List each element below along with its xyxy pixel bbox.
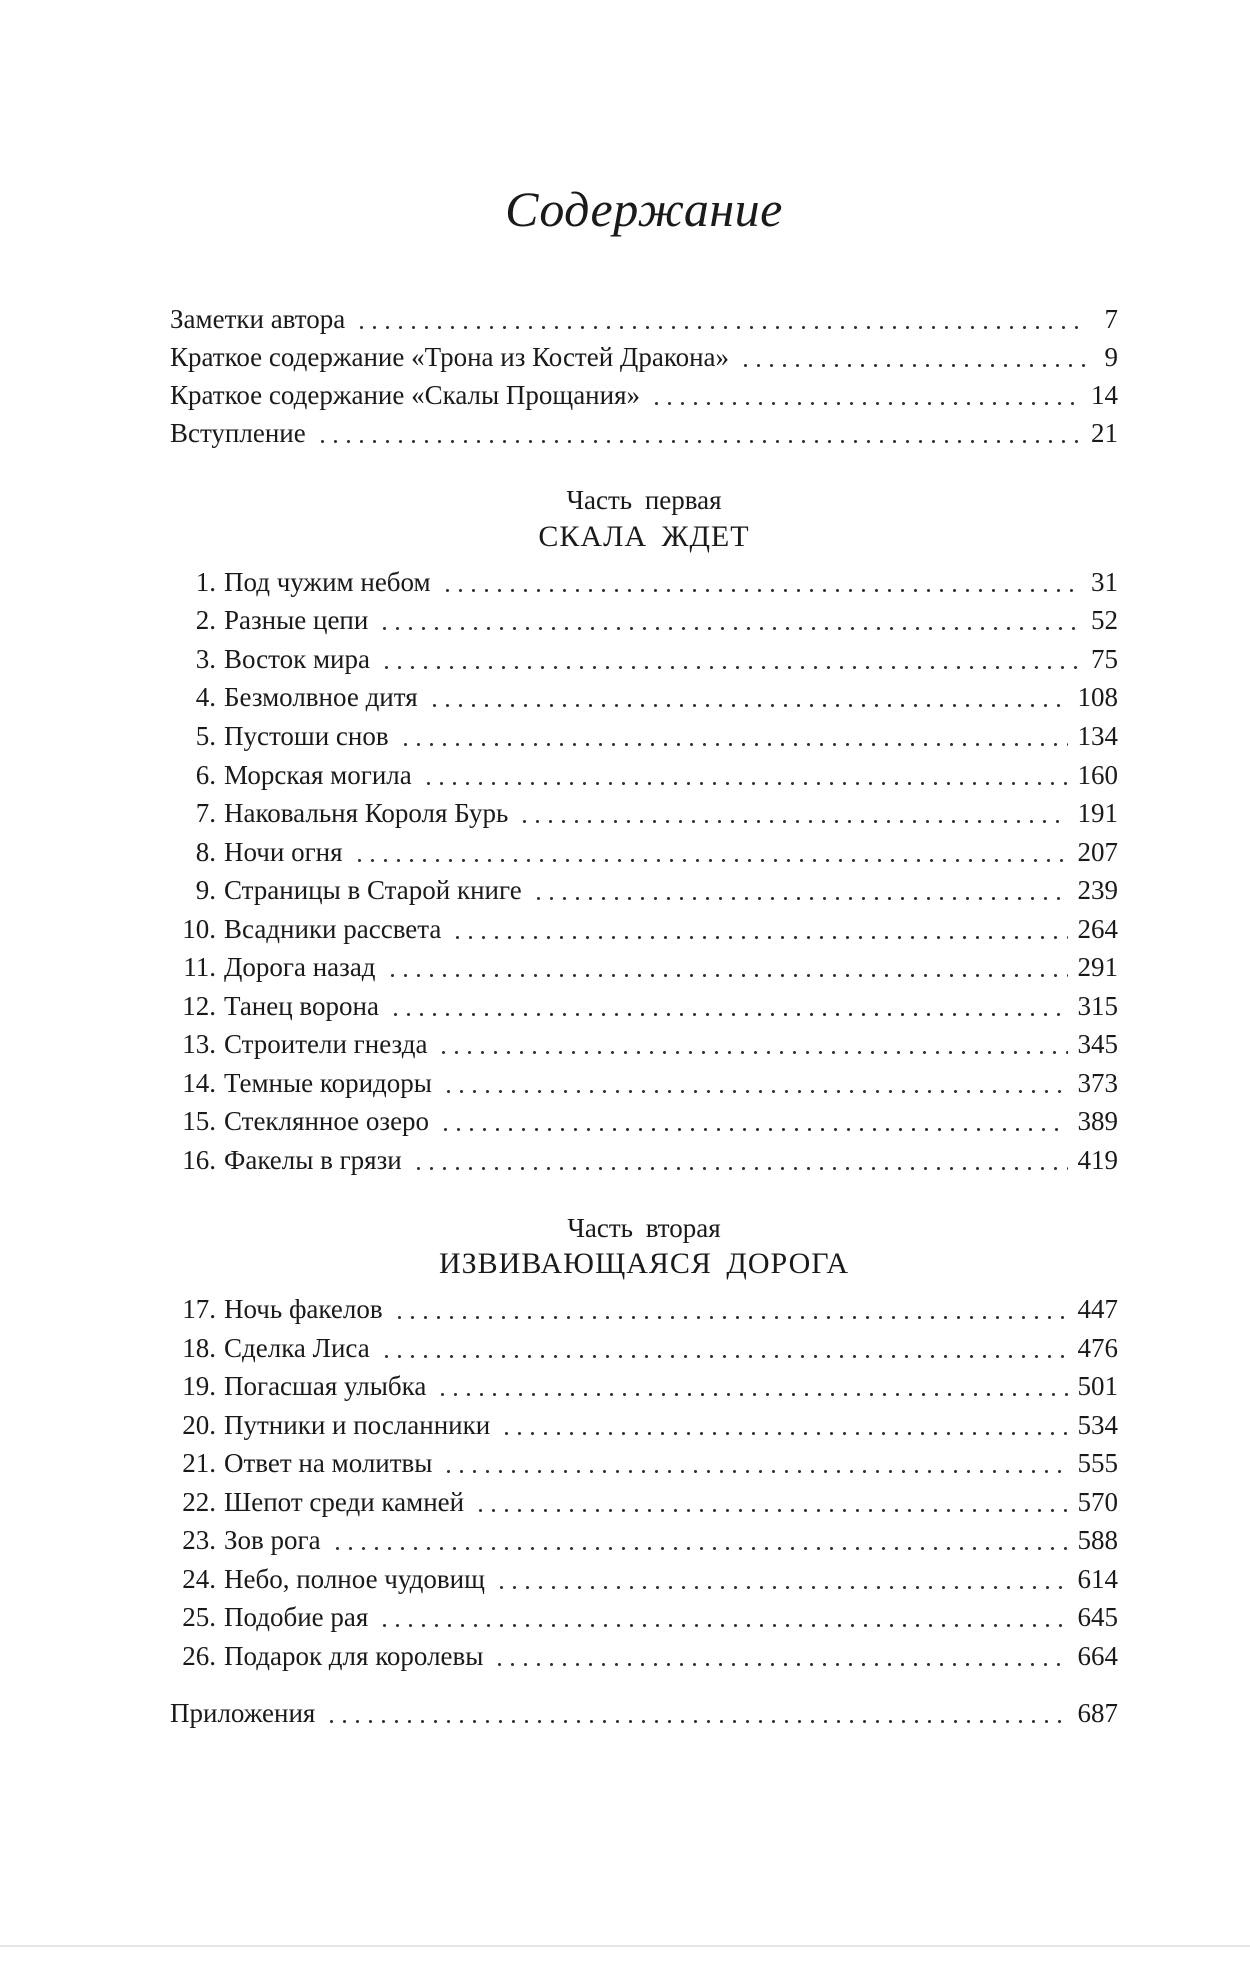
toc-entry: Приложения 687 (170, 1698, 1118, 1728)
part-two-title: ИЗВИВАЮЩАЯСЯ ДОРОГА (438, 1247, 850, 1280)
dot-leader (532, 897, 1068, 900)
chapter-entry: 13. Строители гнезда 345 (182, 1029, 1118, 1059)
chapter-entry: 9. Страницы в Старой книге 239 (195, 875, 1118, 905)
dot-leader (355, 326, 1088, 329)
dot-leader (389, 1013, 1068, 1016)
dot-leader (518, 820, 1067, 823)
chapter-entry: 5. Пустоши снов 134 (195, 721, 1118, 751)
part-two-heading: Часть вторая (567, 1213, 721, 1243)
chapter-entry: 17. Ночь факелов 447 (182, 1294, 1118, 1324)
chapter-entry: 23. Зов рога 588 (182, 1525, 1118, 1555)
dot-leader (378, 1624, 1067, 1627)
toc-entry: Краткое содержание «Трона из Костей Дракона» 9 (170, 342, 1118, 372)
toc-entry: Краткое содержание «Скалы Прощания» 14 (170, 380, 1118, 410)
chapter-entry: 10. Всадники рассвета 264 (182, 914, 1118, 944)
dot-leader (380, 666, 1081, 669)
chapter-entry: 25. Подобие рая 645 (182, 1602, 1118, 1632)
chapter-entry: 11. Дорога назад 291 (183, 952, 1118, 982)
toc-entry: Заметки автора 7 (170, 304, 1118, 334)
chapter-entry: 8. Ночи огня 207 (195, 837, 1118, 867)
part-one-heading: Часть первая (566, 485, 722, 515)
dot-leader (493, 1663, 1067, 1666)
chapter-entry: 6. Морская могила 160 (195, 760, 1118, 790)
chapter-entry: 19. Погасшая улыбка 501 (182, 1371, 1118, 1401)
dot-leader (428, 704, 1068, 707)
dot-leader (436, 1393, 1067, 1396)
chapter-entry: 1. Под чужим небом 31 (195, 567, 1118, 597)
toc-entry: Вступление 21 (170, 418, 1118, 448)
chapter-entry: 20. Путники и посланники 534 (182, 1410, 1118, 1440)
chapter-entry: 4. Безмолвное дитя 108 (195, 682, 1118, 712)
part-one-title: СКАЛА ЖДЕТ (538, 520, 750, 553)
chapter-entry: 2. Разные цепи 52 (195, 605, 1118, 635)
dot-leader (353, 859, 1068, 862)
dot-leader (386, 974, 1068, 977)
dot-leader (422, 782, 1068, 785)
dot-leader (650, 402, 1081, 405)
chapter-entry: 7. Наковальня Короля Бурь 191 (195, 798, 1118, 828)
dot-leader (399, 743, 1068, 746)
dot-leader (393, 1316, 1068, 1319)
dot-leader (412, 1167, 1068, 1170)
dot-leader (500, 1432, 1067, 1435)
bottom-divider (0, 1945, 1250, 1947)
dot-leader (441, 589, 1081, 592)
dot-leader (378, 627, 1081, 630)
dot-leader (474, 1509, 1067, 1512)
chapter-entry: 16. Факелы в грязи 419 (182, 1145, 1118, 1175)
chapter-entry: 12. Танец ворона 315 (182, 991, 1118, 1021)
page-title: Содержание (505, 181, 783, 237)
dot-leader (451, 936, 1067, 939)
dot-leader (325, 1720, 1067, 1723)
dot-leader (442, 1470, 1067, 1473)
chapter-entry: 22. Шепот среди камней 570 (182, 1487, 1118, 1517)
chapter-entry: 21. Ответ на молитвы 555 (182, 1448, 1118, 1478)
dot-leader (437, 1051, 1067, 1054)
chapter-entry: 24. Небо, полное чудовищ 614 (182, 1564, 1118, 1594)
chapter-entry: 26. Подарок для королевы 664 (182, 1641, 1118, 1671)
dot-leader (439, 1128, 1067, 1131)
chapter-entry: 15. Стеклянное озеро 389 (182, 1106, 1118, 1136)
dot-leader (739, 364, 1088, 367)
chapter-entry: 3. Восток мира 75 (195, 644, 1118, 674)
dot-leader (495, 1586, 1068, 1589)
dot-leader (380, 1355, 1068, 1358)
chapter-entry: 18. Сделка Лиса 476 (182, 1333, 1118, 1363)
dot-leader (331, 1547, 1068, 1550)
dot-leader (316, 440, 1081, 443)
dot-leader (442, 1090, 1068, 1093)
chapter-entry: 14. Темные коридоры 373 (182, 1068, 1118, 1098)
